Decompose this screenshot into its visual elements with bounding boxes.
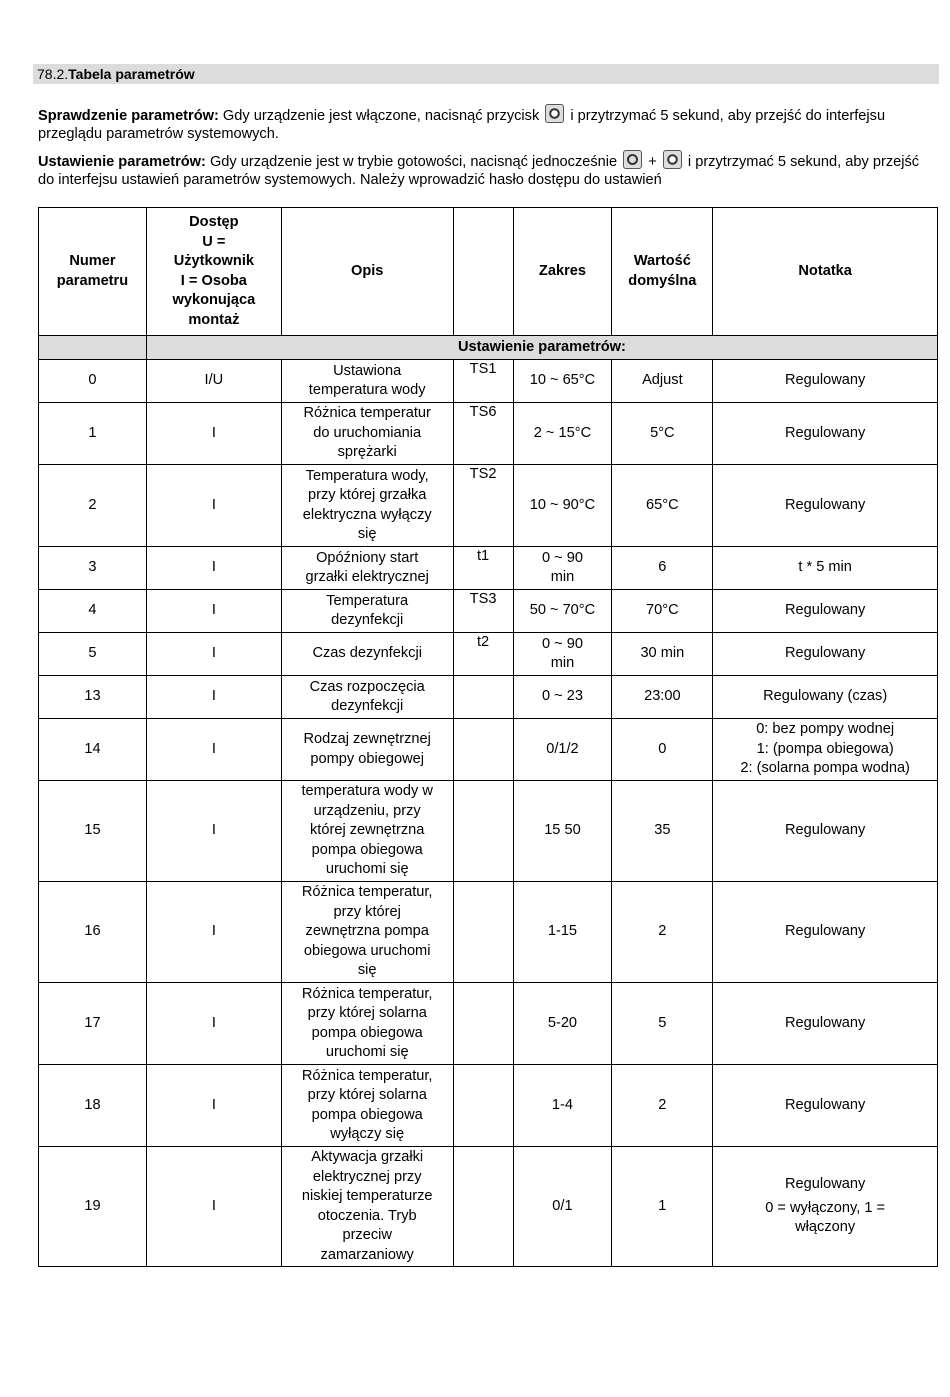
cell-range: 10 ~ 65°C xyxy=(513,360,612,403)
cell-code xyxy=(453,983,513,1065)
table-row xyxy=(39,676,938,719)
table-row xyxy=(39,590,938,633)
cell-num: 5 xyxy=(39,633,147,676)
table-row xyxy=(39,633,938,676)
header-access: Dostęp U = Użytkownik I = Osoba wykonująca montaż xyxy=(146,208,281,336)
cell-range: 0/1/2 xyxy=(513,719,612,781)
check-text-before: Gdy urządzenie jest włączone, nacisnąć przycisk xyxy=(218,108,544,124)
cell-range: 2 ~ 15°C xyxy=(513,403,612,465)
cell-code xyxy=(453,781,513,882)
cell-num: 16 xyxy=(39,882,147,983)
cell-num: 0 xyxy=(39,360,147,403)
cell-desc: Różnica temperatur do uruchomiania sprężarki xyxy=(281,403,453,465)
cell-desc: temperatura wody w urządzeniu, przy której zewnętrzna pompa obiegowa uruchomi się xyxy=(281,781,453,882)
cell-access: I xyxy=(146,403,281,465)
cell-range: 10 ~ 90°C xyxy=(513,465,612,547)
check-parameters-paragraph xyxy=(38,104,938,143)
header-note: Notatka xyxy=(713,208,938,336)
cell-note: Regulowany xyxy=(713,983,938,1065)
cell-num: 18 xyxy=(39,1065,147,1147)
cell-access: I xyxy=(146,465,281,547)
cell-note: Regulowany xyxy=(713,403,938,465)
cell-num: 4 xyxy=(39,590,147,633)
cell-num: 13 xyxy=(39,676,147,719)
cell-default: Adjust xyxy=(612,360,713,403)
cell-note: Regulowany xyxy=(713,1065,938,1147)
table-row xyxy=(39,465,938,547)
cell-desc: Różnica temperatur, przy której zewnętrzna pompa obiegowa uruchomi się xyxy=(281,882,453,983)
cell-range: 0 ~ 23 xyxy=(513,676,612,719)
setup-text-before: Gdy urządzenie jest w trybie gotowości, nacisnąć jednocześnie xyxy=(205,154,622,170)
cell-default: 2 xyxy=(612,882,713,983)
cell-num: 3 xyxy=(39,547,147,590)
table-row xyxy=(39,882,938,983)
cell-access: I xyxy=(146,781,281,882)
cell-access: I/U xyxy=(146,360,281,403)
cell-access: I xyxy=(146,983,281,1065)
subheader-label: Ustawienie parametrów: xyxy=(146,336,937,360)
cell-num: 14 xyxy=(39,719,147,781)
cell-access: I xyxy=(146,1065,281,1147)
header-range: Zakres xyxy=(513,208,612,336)
header-default: Wartość domyślna xyxy=(612,208,713,336)
cell-note: Regulowany xyxy=(713,465,938,547)
cell-note: Regulowany (czas) xyxy=(713,676,938,719)
cell-code: TS6 xyxy=(453,403,513,465)
subheader-row xyxy=(39,336,938,360)
setup-text-after: i przytrzymać 5 sekund, aby przejść do interfejsu ustawień parametrów systemowych. Należy wprowadzić hasło dostępu do ustawień xyxy=(38,154,920,188)
cell-default: 1 xyxy=(612,1147,713,1267)
cell-note: 0: bez pompy wodnej 1: (pompa obiegowa) 2: (solarna pompa wodna) xyxy=(713,719,938,781)
cell-desc: Aktywacja grzałki elektrycznej przy niskiej temperaturze otoczenia. Tryb przeciw zamarzaniowy xyxy=(281,1147,453,1267)
cell-default: 70°C xyxy=(612,590,713,633)
subheader-empty-cell xyxy=(39,336,147,360)
cell-desc: Różnica temperatur, przy której solarna pompa obiegowa uruchomi się xyxy=(281,983,453,1065)
section-title: Tabela parametrów xyxy=(68,66,195,82)
cell-code: t2 xyxy=(453,633,513,676)
cell-range: 15 50 xyxy=(513,781,612,882)
cell-desc: Rodzaj zewnętrznej pompy obiegowej xyxy=(281,719,453,781)
cell-default: 35 xyxy=(612,781,713,882)
cell-code: TS3 xyxy=(453,590,513,633)
cell-note: Regulowany 0 = wyłączony, 1 = włączony xyxy=(713,1147,938,1267)
header-num: Numer parametru xyxy=(39,208,147,336)
gear-icon xyxy=(663,150,682,169)
cell-num: 15 xyxy=(39,781,147,882)
cell-default: 23:00 xyxy=(612,676,713,719)
cell-desc: Opóźniony start grzałki elektrycznej xyxy=(281,547,453,590)
cell-note: Regulowany xyxy=(713,590,938,633)
cell-default: 5 xyxy=(612,983,713,1065)
cell-default: 2 xyxy=(612,1065,713,1147)
header-desc: Opis xyxy=(281,208,453,336)
cell-note: Regulowany xyxy=(713,781,938,882)
cell-note: Regulowany xyxy=(713,882,938,983)
cell-code xyxy=(453,1147,513,1267)
cell-range: 50 ~ 70°C xyxy=(513,590,612,633)
cell-code xyxy=(453,676,513,719)
cell-range: 0/1 xyxy=(513,1147,612,1267)
table-row xyxy=(39,360,938,403)
cell-code xyxy=(453,1065,513,1147)
cell-access: I xyxy=(146,1147,281,1267)
cell-range: 0 ~ 90 min xyxy=(513,633,612,676)
table-row xyxy=(39,403,938,465)
cell-access: I xyxy=(146,882,281,983)
cell-desc: Różnica temperatur, przy której solarna pompa obiegowa wyłączy się xyxy=(281,1065,453,1147)
gear-icon xyxy=(545,104,564,123)
cell-access: I xyxy=(146,590,281,633)
cell-note: t * 5 min xyxy=(713,547,938,590)
cell-desc: Ustawiona temperatura wody xyxy=(281,360,453,403)
table-row xyxy=(39,547,938,590)
cell-num: 19 xyxy=(39,1147,147,1267)
cell-range: 1-15 xyxy=(513,882,612,983)
table-row xyxy=(39,983,938,1065)
cell-desc: Temperatura wody, przy której grzałka elektryczna wyłączy się xyxy=(281,465,453,547)
cell-code: TS2 xyxy=(453,465,513,547)
cell-access: I xyxy=(146,633,281,676)
cell-num: 1 xyxy=(39,403,147,465)
cell-code: TS1 xyxy=(453,360,513,403)
cell-code: t1 xyxy=(453,547,513,590)
check-text-after: i przytrzymać 5 sekund, aby przejść do interfejsu przeglądu parametrów systemowych. xyxy=(38,108,886,142)
setup-plus: + xyxy=(644,154,661,170)
mode-icon xyxy=(623,150,642,169)
cell-note: Regulowany xyxy=(713,360,938,403)
cell-note: Regulowany xyxy=(713,633,938,676)
cell-default: 0 xyxy=(612,719,713,781)
table-row xyxy=(39,1065,938,1147)
cell-default: 30 min xyxy=(612,633,713,676)
section-number: 78.2. xyxy=(37,66,69,82)
cell-default: 6 xyxy=(612,547,713,590)
cell-default: 65°C xyxy=(612,465,713,547)
cell-range: 5-20 xyxy=(513,983,612,1065)
check-label: Sprawdzenie parametrów: xyxy=(38,108,219,124)
cell-default: 5°C xyxy=(612,403,713,465)
table-row xyxy=(39,719,938,781)
cell-range: 0 ~ 90 min xyxy=(513,547,612,590)
section-header xyxy=(33,64,939,84)
table-row xyxy=(39,781,938,882)
cell-access: I xyxy=(146,547,281,590)
cell-range: 1-4 xyxy=(513,1065,612,1147)
cell-num: 17 xyxy=(39,983,147,1065)
cell-desc: Czas rozpoczęcia dezynfekcji xyxy=(281,676,453,719)
cell-desc: Temperatura dezynfekcji xyxy=(281,590,453,633)
cell-access: I xyxy=(146,719,281,781)
cell-desc: Czas dezynfekcji xyxy=(281,633,453,676)
header-code xyxy=(453,208,513,336)
table-row xyxy=(39,1147,938,1267)
cell-num: 2 xyxy=(39,465,147,547)
cell-code xyxy=(453,882,513,983)
setup-parameters-paragraph xyxy=(38,150,938,189)
cell-code xyxy=(453,719,513,781)
setup-label: Ustawienie parametrów: xyxy=(38,154,206,170)
table-header-row xyxy=(39,208,938,336)
cell-access: I xyxy=(146,676,281,719)
parameter-table xyxy=(38,207,938,1267)
